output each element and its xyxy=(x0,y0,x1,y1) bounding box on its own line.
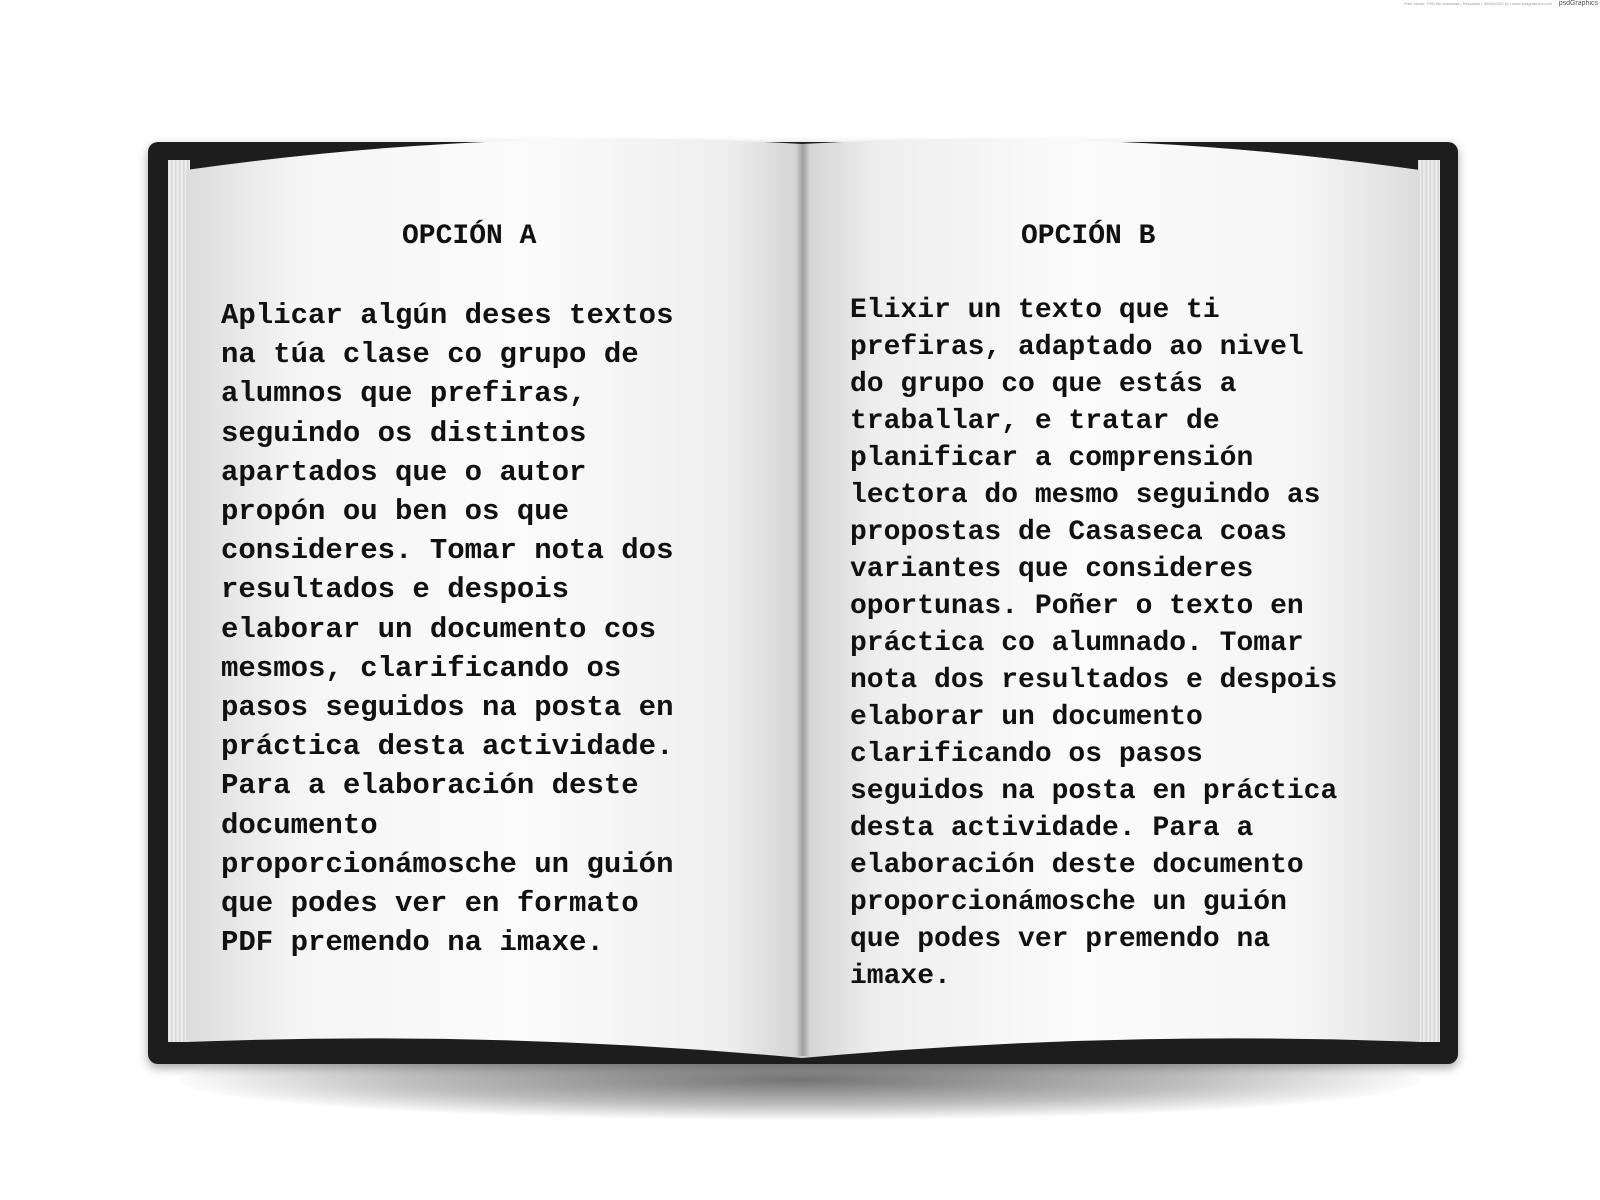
option-a-title: OPCIÓN A xyxy=(402,221,537,252)
credit-text: Free Vector, PSD file download | Resolution: 3000x2250 px | www.psdgraphics.com xyxy=(1404,1,1552,6)
psdgraphics-logo: psdGraphics xyxy=(1558,0,1598,7)
option-a-text: Aplicar algún deses textos na túa clase co grupo de alumnos que prefiras, seguindo os distintos apartados que o autor propón ou ben os que consideres. Tomar nota dos resultados e despois elaborar un documento cos mesmos, clarificando os pasos seguidos na posta en práctica desta actividade. Para a elaboración deste documento proporcionámosche un guión que podes ver en formato PDF premendo na imaxe. xyxy=(221,299,674,960)
book-spine xyxy=(796,144,810,1056)
option-b-text: Elixir un texto que ti prefiras, adaptado ao nivel do grupo co que estás a traballar, e tratar de planificar a comprensión lectora do mesmo seguindo as propostas de Casaseca coas variantes que consideres oportunas. Poñer o texto en práctica co alumnado. Tomar nota dos resultados e despois elaborar un documento clarificando os pasos seguidos na posta en práctica desta actividade. Para a elaboración deste documento proporcionámosche un guión que podes ver premendo na imaxe. xyxy=(850,295,1338,992)
option-b-title: OPCIÓN B xyxy=(1021,221,1156,252)
right-page-edges xyxy=(1418,160,1440,1042)
